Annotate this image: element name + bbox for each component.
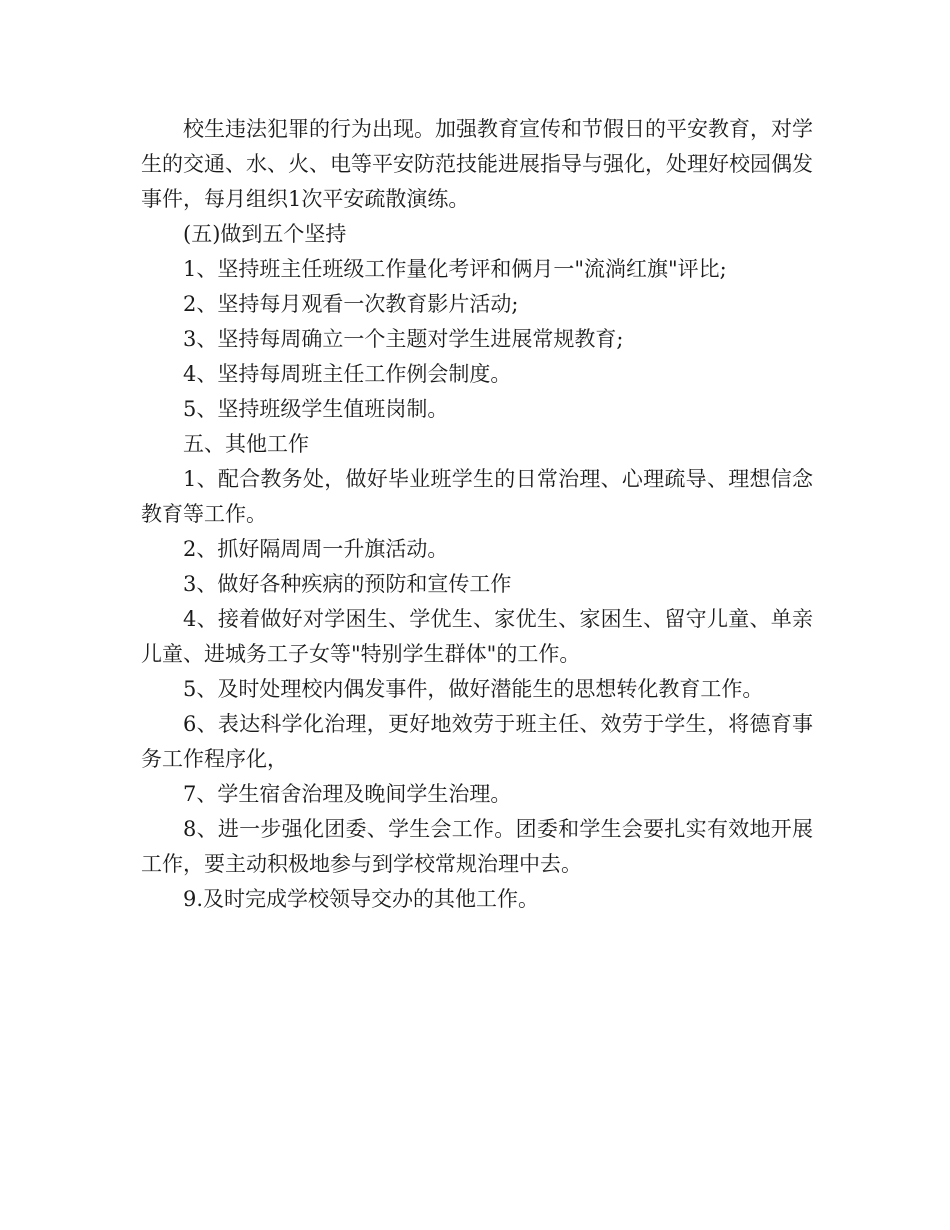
list-item: 8、进一步强化团委、学生会工作。团委和学生会要扎实有效地开展工作，要主动积极地参与到学校常规治理中去。	[141, 817, 813, 876]
list-item: 3、坚持每周确立一个主题对学生进展常规教育;	[183, 327, 624, 351]
heading-other-work: 五、其他工作	[183, 432, 309, 456]
list-item: 4、坚持每周班主任工作例会制度。	[183, 362, 512, 386]
list-item: 3、做好各种疾病的预防和宣传工作	[183, 572, 512, 596]
list-item: 1、配合教务处，做好毕业班学生的日常治理、心理疏导、理想信念教育等工作。	[141, 467, 813, 526]
list-item: 4、接着做好对学困生、学优生、家优生、家困生、留守儿童、单亲儿童、进城务工子女等"特别学生群体"的工作。	[141, 607, 813, 666]
list-item: 6、表达科学化治理，更好地效劳于班主任、效劳于学生，将德育事务工作程序化，	[141, 712, 813, 771]
list-item: 5、及时处理校内偶发事件，做好潜能生的思想转化教育工作。	[183, 677, 764, 701]
list-item: 5、坚持班级学生值班岗制。	[183, 397, 449, 421]
paragraph-safety-education: 校生违法犯罪的行为出现。加强教育宣传和节假日的平安教育，对学生的交通、水、火、电等平安防范技能进展指导与强化，处理好校园偶发事件，每月组织1次平安疏散演练。	[141, 117, 813, 211]
list-item: 9.及时完成学校领导交办的其他工作。	[183, 887, 540, 911]
list-item: 2、坚持每月观看一次教育影片活动;	[183, 292, 519, 316]
list-item: 2、抓好隔周周一升旗活动。	[183, 537, 449, 561]
heading-five-persistences: (五)做到五个坚持	[183, 222, 347, 246]
list-item: 7、学生宿舍治理及晚间学生治理。	[183, 782, 512, 806]
document-body	[141, 112, 813, 917]
list-item: 1、坚持班主任班级工作量化考评和俩月一"流淌红旗"评比;	[183, 257, 727, 281]
